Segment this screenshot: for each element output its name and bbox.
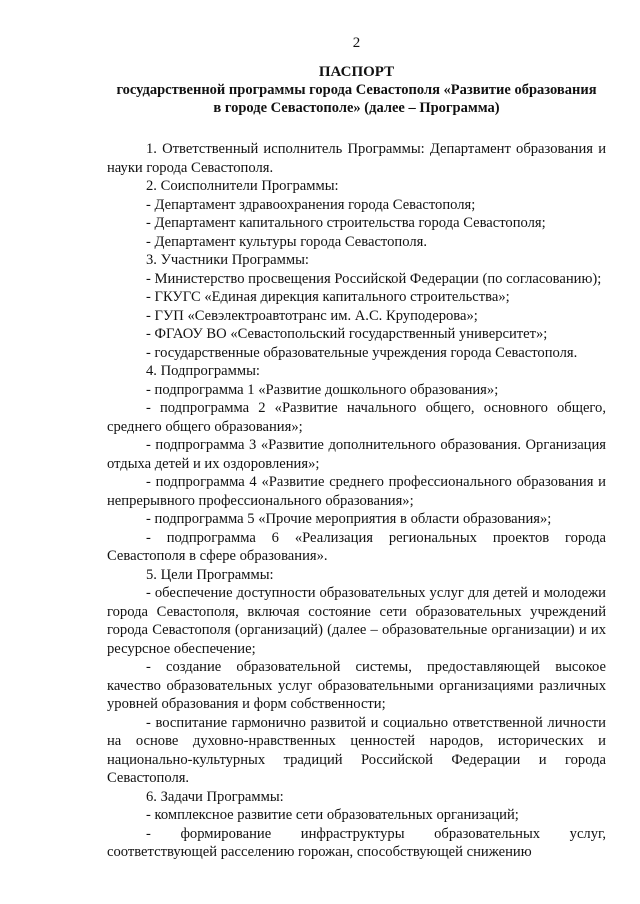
body-paragraph: 1. Ответственный исполнитель Программы: Департамент образования и науки города Севастополя. xyxy=(107,141,606,176)
body-paragraph: - обеспечение доступности образовательных услуг для детей и молодежи города Севастополя, включая состояние сети образовательных учреждений города Севастополя (организаций) (далее – образовательные организации) и их ресурсное обеспечение; xyxy=(107,585,606,657)
body-paragraph: - ГУП «Севэлектроавтотранс им. А.С. Круподерова»; xyxy=(146,307,478,324)
body-paragraph: 4. Подпрограммы: xyxy=(146,363,260,379)
body-paragraph: - подпрограмма 4 «Развитие среднего профессионального образования и непрерывного профессионального образования»; xyxy=(107,474,606,509)
subtitle-line: государственной программы города Севастополя «Развитие образования xyxy=(116,82,597,98)
body-paragraph: - создание образовательной системы, предоставляющей высокое качество образовательных услуг образовательными организациями различных уровней образования и форм собственности; xyxy=(107,659,606,712)
body-paragraph: - Министерство просвещения Российской Федерации (по согласованию); xyxy=(146,270,602,287)
body-paragraph: 6. Задачи Программы: xyxy=(146,788,284,805)
body-paragraph: - Департамент здравоохранения города Севастополя; xyxy=(146,196,476,213)
body-paragraph: - формирование инфраструктуры образовательных услуг, соответствующей расселению горожан, способствующей снижению xyxy=(107,825,606,860)
body-paragraph: - подпрограмма 5 «Прочие мероприятия в области образования»; xyxy=(146,511,552,527)
subtitle-line: в городе Севастополе» (далее – Программа) xyxy=(213,100,500,116)
body-paragraph: - подпрограмма 2 «Развитие начального общего, основного общего, среднего общего образования»; xyxy=(107,400,606,435)
body-paragraph: 2. Соисполнители Программы: xyxy=(146,178,339,194)
body-paragraph: - комплексное развитие сети образовательных организаций; xyxy=(146,807,519,823)
body-paragraph: - воспитание гармонично развитой и социально ответственной личности на основе духовно-нравственных ценностей народов, исторических и национально-культурных традиций Российской Федерации и города Севастополя. xyxy=(107,714,606,786)
body-paragraph: - подпрограмма 6 «Реализация региональных проектов города Севастополя в сфере образования». xyxy=(107,529,606,564)
body-paragraph: - подпрограмма 3 «Развитие дополнительного образования. Организация отдыха детей и их оздоровления»; xyxy=(107,437,606,472)
document-title: ПАСПОРТ xyxy=(318,64,395,80)
body-paragraph: - подпрограмма 1 «Развитие дошкольного образования»; xyxy=(146,381,499,398)
body-paragraph: - государственные образовательные учреждения города Севастополя. xyxy=(146,344,578,361)
body-paragraph: - Департамент капитального строительства города Севастополя; xyxy=(146,215,546,231)
body-paragraph: - ГКУГС «Единая дирекция капитального строительства»; xyxy=(146,289,510,305)
body-paragraph: - ФГАОУ ВО «Севастопольский государственный университет»; xyxy=(146,326,548,342)
page-number: 2 xyxy=(352,35,361,51)
body-paragraph: 5. Цели Программы: xyxy=(146,566,274,583)
body-paragraph: - Департамент культуры города Севастополя. xyxy=(146,233,427,250)
body-paragraph: 3. Участники Программы: xyxy=(146,252,309,268)
document-subtitle xyxy=(107,81,606,117)
document-body xyxy=(107,140,606,862)
